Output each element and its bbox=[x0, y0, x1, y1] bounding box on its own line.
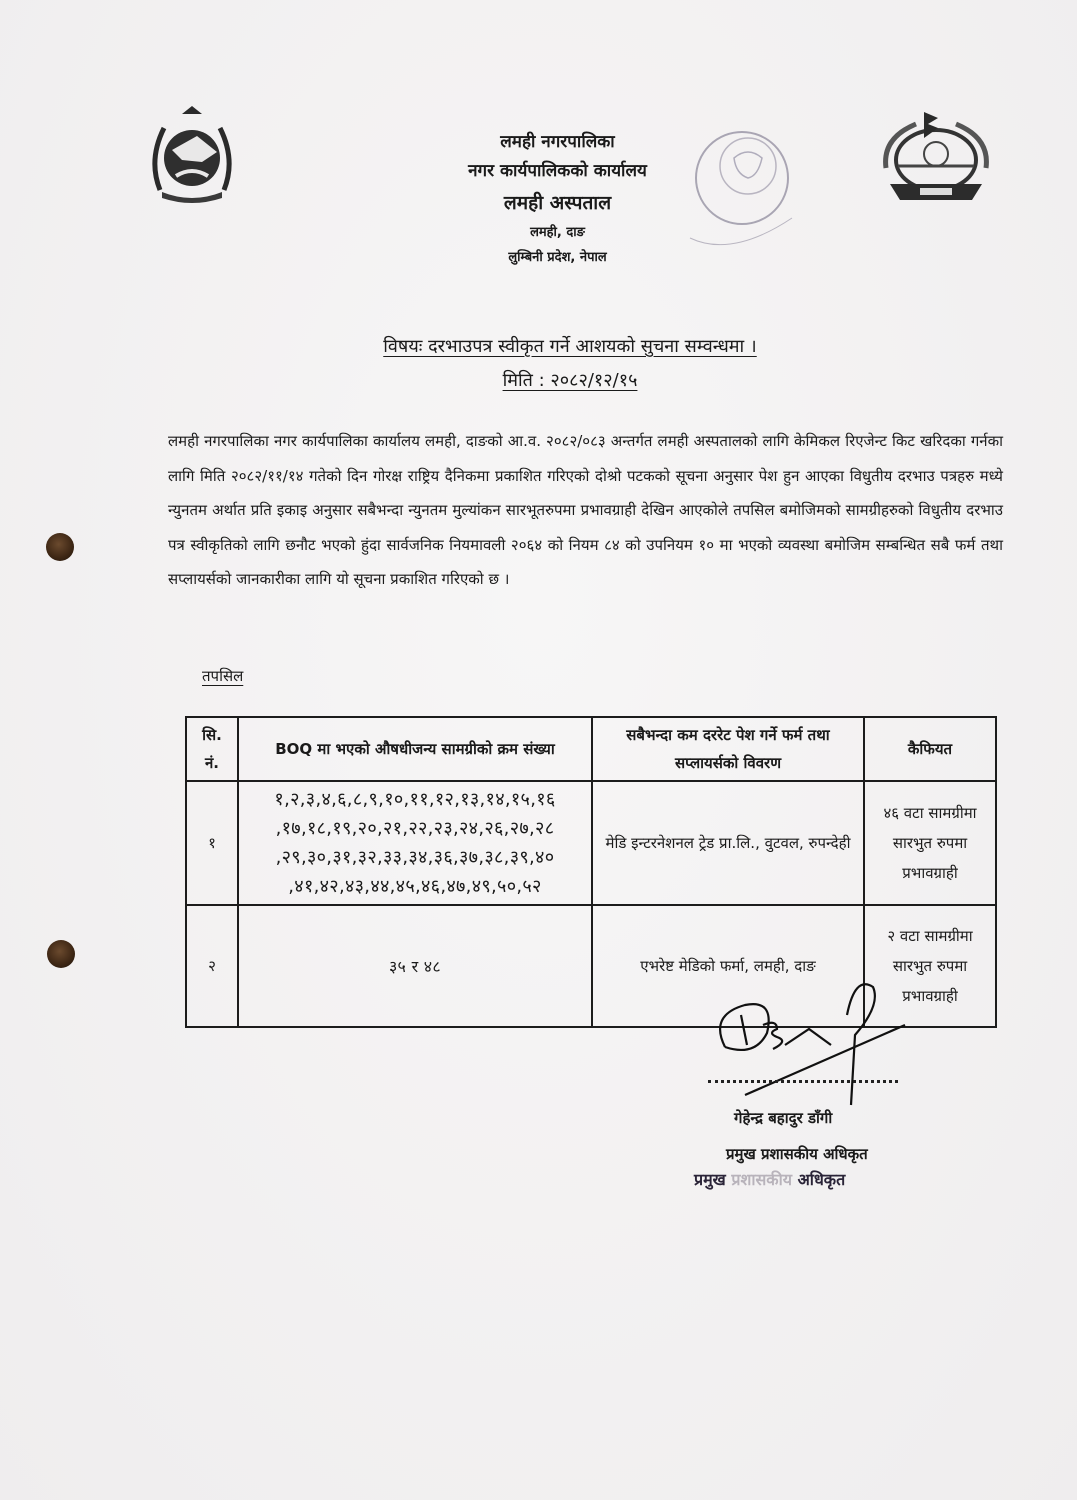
designation-stamp: प्रमुख प्रशासकीय अधिकृत bbox=[694, 1170, 846, 1189]
nepal-government-emblem-icon bbox=[142, 100, 242, 208]
row-remarks: २ वटा सामग्रीमा सारभुत रुपमा प्रभावग्राही bbox=[864, 905, 996, 1027]
header-remarks: कैफियत bbox=[864, 717, 996, 781]
row-boq-items: ३५ र ४८ bbox=[238, 905, 592, 1027]
signature-line bbox=[708, 1080, 898, 1083]
office-address: लमही, दाङ bbox=[530, 225, 585, 240]
header-boq-items: BOQ मा भएको औषधीजन्य सामग्रीको क्रम संख्या bbox=[238, 717, 592, 781]
details-heading: तपसिल bbox=[202, 667, 244, 685]
row-serial-number: २ bbox=[186, 905, 238, 1027]
notice-date: मिति : २०८२/१२/१५ bbox=[502, 370, 638, 391]
row-serial-number: १ bbox=[186, 781, 238, 905]
office-name: नगर कार्यपालिकको कार्यालय bbox=[468, 161, 647, 181]
header-serial-number: सि. नं. bbox=[186, 717, 238, 781]
row-boq-items: १,२,३,४,६,८,९,१०,११,१२,१३,१४,१५,१६ ,१७,१८,१९,२०,२१,२२,२३,२४,२६,२७,२८ ,२९,३०,३१,३२,३३,३४,३६,३७,३८,३९,४० ,४१,४२,४३,४४,४५,४६,४७,४९,५०,५२ bbox=[238, 781, 592, 905]
punch-hole-top bbox=[46, 533, 74, 561]
row-firm: एभरेष्ट मेडिको फर्मा, लमही, दाङ bbox=[592, 905, 864, 1027]
row-firm: मेडि इन्टरनेशनल ट्रेड प्रा.लि., वुटवल, रुपन्देही bbox=[592, 781, 864, 905]
table-row bbox=[186, 781, 996, 905]
punch-hole-bottom bbox=[47, 940, 75, 968]
row-remarks: ४६ वटा सामग्रीमा सारभुत रुपमा प्रभावग्राही bbox=[864, 781, 996, 905]
notice-body: लमही नगरपालिका नगर कार्यपालिका कार्यालय लमही, दाङको आ.व. २०८२/०८३ अन्तर्गत लमही अस्पतालको लागि केमिकल रिएजेन्ट किट खरिदका गर्नका लागि मिति २०८२/११/१४ गतेको दिन गोरक्ष राष्ट्रिय दैनिकमा प्रकाशित गरिएको दोश्रो पटकको सूचना अनुसार पेश हुन आएका विधुतीय दरभाउ पत्रहरु मध्ये न्युनतम अर्थात प्रति इकाइ अनुसार सबैभन्दा न्युनतम मुल्यांकन सारभूतरुपमा प्रभावग्राही देखिन आएकोले तपसिल बमोजिमको सामग्रीहरुको विधुतीय दरभाउ पत्र स्वीकृतिको लागि छनौट भएको हुंदा सार्वजनिक नियमावली २०६४ को नियम ८४ को उपनियम १० मा भएको व्यवस्था बमोजिम सम्बन्धित सबै फर्म तथा सप्लायर्सको जानकारीका लागि यो सूचना प्रकाशित गरिएको छ । bbox=[168, 432, 1003, 588]
signatory-title: प्रमुख प्रशासकीय अधिकृत bbox=[726, 1145, 868, 1163]
hospital-name: लमही अस्पताल bbox=[503, 192, 612, 214]
table-header-row bbox=[186, 717, 996, 781]
header-firm-details: सबैभन्दा कम दररेट पेश गर्ने फर्म तथा सप्लायर्सको विवरण bbox=[592, 717, 864, 781]
municipality-name: लमही नगरपालिका bbox=[500, 132, 615, 152]
signature-icon bbox=[705, 975, 935, 1115]
letterhead bbox=[420, 128, 695, 270]
signatory-name: गेहेन्द्र बहादुर डाँगी bbox=[734, 1109, 833, 1127]
municipality-emblem-icon bbox=[876, 108, 996, 212]
office-province: लुम्बिनी प्रदेश, नेपाल bbox=[508, 250, 607, 265]
subject-line: विषयः दरभाउपत्र स्वीकृत गर्ने आशयको सुचना सम्वन्धमा । bbox=[383, 336, 757, 357]
